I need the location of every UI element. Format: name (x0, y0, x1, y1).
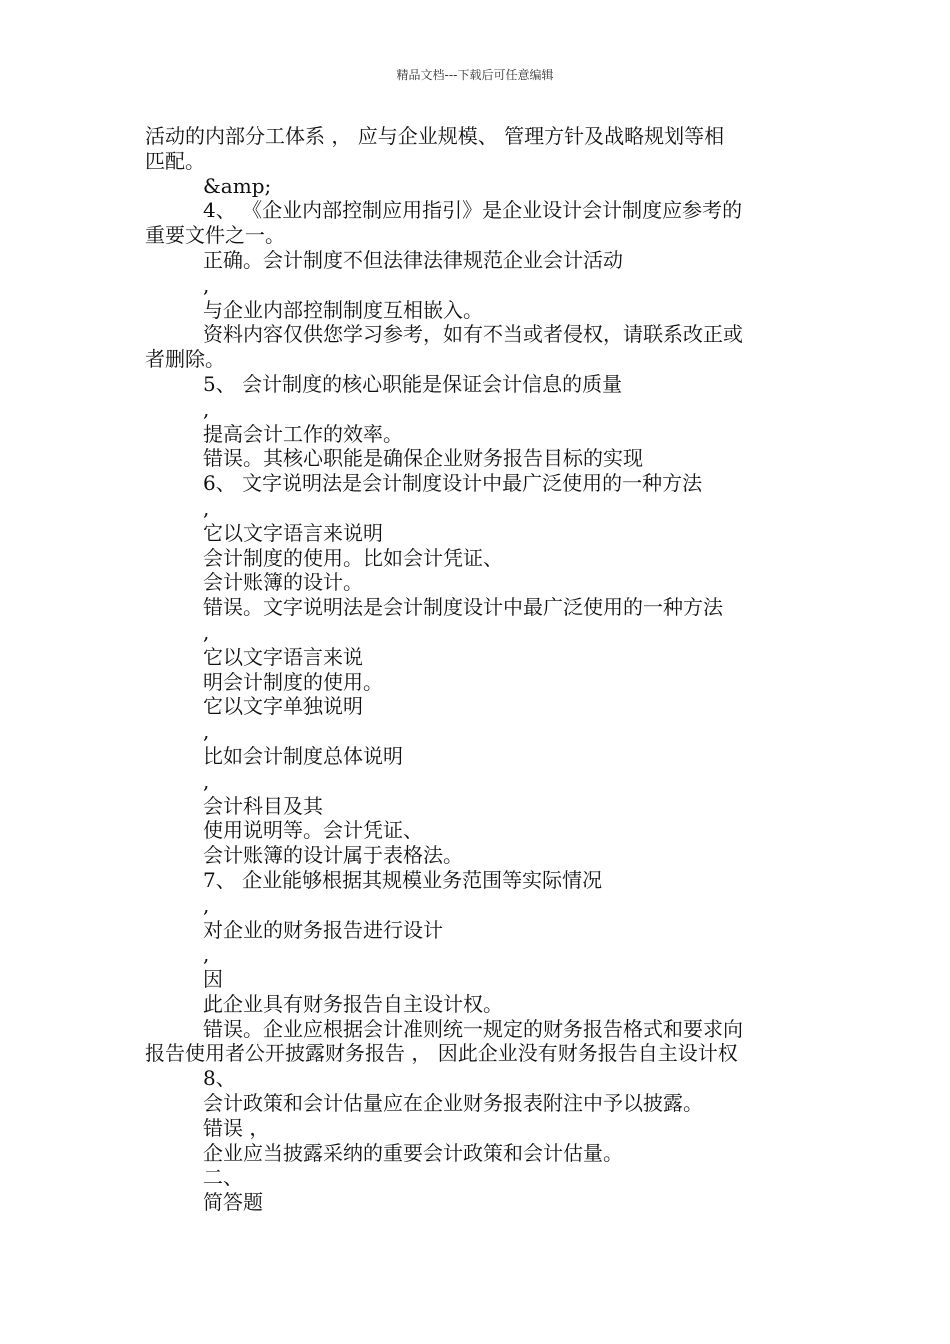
section-title: 简答题 (203, 1190, 263, 1215)
answer-6: 错误。文字说明法是会计制度设计中最广泛使用的一种方法 (203, 595, 723, 620)
text-line: 明会计制度的使用。 (203, 669, 383, 694)
text-line: , (203, 495, 210, 520)
text-line: 报告使用者公开披露财务报告 ， 因此企业没有财务报告自主设计权 (145, 1041, 738, 1066)
text-line: , (203, 892, 210, 917)
text-line: 活动的内部分工体系 ， 应与企业规模、 管理方针及战略规划等相 (145, 124, 725, 148)
answer-7: 错误。企业应根据会计准则统一规定的财务报告格式和要求向 (203, 1016, 743, 1041)
question-6: 6、 文字说明法是会计制度设计中最广泛使用的一种方法 (203, 471, 703, 496)
text-line: 会计账簿的设计属于表格法。 (203, 843, 463, 868)
text-line: 匹配。 (145, 148, 205, 173)
text-line: 者删除。 (145, 347, 225, 372)
text-line: 提高会计工作的效率。 (203, 421, 403, 446)
text-line: 会计账簿的设计。 (203, 570, 363, 595)
page-header: 精品文档---下载后可任意编辑 (396, 68, 554, 82)
question-4: 4、 《企业内部控制应用指引》是企业设计会计制度应参考的 (203, 198, 743, 223)
text-line: 企业应当披露采纳的重要会计政策和会计估量。 (203, 1140, 623, 1165)
text-line: 此企业具有财务报告自主设计权。 (203, 991, 503, 1016)
text-line: , (203, 272, 210, 297)
text-line: 比如会计制度总体说明 (203, 743, 403, 768)
text-line: 会计科目及其 (203, 793, 323, 818)
question-7: 7、 企业能够根据其规模业务范围等实际情况 (203, 867, 603, 892)
disclaimer: 资料内容仅供您学习参考，如有不当或者侵权，请联系改正或 (203, 322, 743, 347)
text-line: , (203, 942, 210, 967)
answer-5: 错误。其核心职能是确保企业财务报告目标的实现 (203, 446, 643, 471)
answer-4: 正确。会计制度不但法律法律规范企业会计活动 (203, 247, 623, 272)
document-body (145, 124, 810, 1215)
text-line: 重要文件之一。 (145, 223, 285, 248)
section-number: 二、 (203, 1165, 243, 1190)
text-line: , (203, 719, 210, 744)
text-line: 与企业内部控制制度互相嵌入。 (203, 297, 483, 322)
text-line: 它以文字语言来说明 (203, 520, 383, 545)
text-line: 它以文字语言来说 (203, 644, 363, 669)
question-5: 5、 会计制度的核心职能是保证会计信息的质量 (203, 371, 623, 396)
question-8-number: 8、 (203, 1066, 236, 1091)
text-line: 它以文字单独说明 (203, 694, 363, 719)
text-line: 对企业的财务报告进行设计 (203, 917, 443, 942)
text-line: , (203, 619, 210, 644)
text-line: &amp; (203, 173, 272, 198)
answer-8: 错误 ， (203, 1115, 270, 1140)
text-line: 因 (203, 967, 223, 992)
text-line: 会计制度的使用。比如会计凭证、 (203, 545, 503, 570)
question-8: 会计政策和会计估量应在企业财务报表附注中予以披露。 (203, 1091, 703, 1116)
text-line: 使用说明等。会计凭证、 (203, 818, 423, 843)
text-line: , (203, 396, 210, 421)
text-line: , (203, 768, 210, 793)
